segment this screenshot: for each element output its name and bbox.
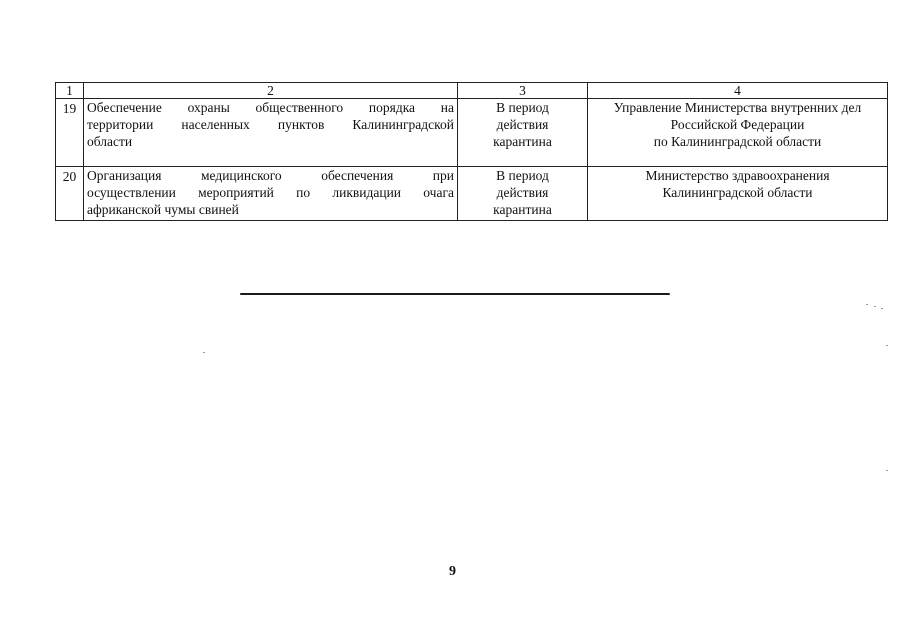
scan-speck bbox=[881, 308, 883, 309]
period-text-line: В период bbox=[496, 100, 549, 115]
responsible-text-line: Министерство здравоохранения bbox=[645, 168, 830, 183]
responsible-cell bbox=[588, 167, 888, 221]
period-cell bbox=[458, 167, 588, 221]
period-text-line: В период bbox=[496, 168, 549, 183]
column-header-period: 3 bbox=[458, 83, 588, 99]
task-text-line: территории населенных пунктов Калининградской bbox=[87, 117, 454, 132]
scan-speck bbox=[866, 304, 868, 305]
table-header-row bbox=[56, 83, 888, 99]
column-header-number: 1 bbox=[56, 83, 84, 99]
responsible-text-line: Российской Федерации bbox=[670, 117, 805, 132]
period-text-line: карантина bbox=[493, 202, 552, 217]
end-of-table-rule bbox=[240, 293, 670, 295]
task-text-line: осуществлении мероприятий по ликвидации очага bbox=[87, 185, 454, 200]
period-text-line: действия bbox=[496, 117, 549, 132]
responsible-text-line: Управление Министерства внутренних дел bbox=[613, 100, 862, 115]
period-cell bbox=[458, 99, 588, 167]
row-number: 19 bbox=[56, 99, 84, 167]
table-row bbox=[56, 99, 888, 167]
task-text-line: Организация медицинского обеспечения при bbox=[87, 168, 454, 183]
scan-speck bbox=[203, 352, 205, 353]
task-text-line: области bbox=[87, 134, 133, 149]
task-text-line: африканской чумы свиней bbox=[87, 202, 239, 217]
row-number: 20 bbox=[56, 167, 84, 221]
period-text-line: действия bbox=[496, 185, 549, 200]
scan-speck bbox=[886, 470, 888, 471]
responsible-text-line: по Калининградской области bbox=[653, 134, 822, 149]
page-number: 9 bbox=[449, 564, 456, 579]
responsible-cell bbox=[588, 99, 888, 167]
scan-speck bbox=[886, 345, 888, 346]
period-text-line: карантина bbox=[493, 134, 552, 149]
column-header-responsible: 4 bbox=[588, 83, 888, 99]
task-text-line: Обеспечение охраны общественного порядка на bbox=[87, 100, 454, 115]
measures-table bbox=[55, 82, 888, 221]
table-row bbox=[56, 167, 888, 221]
responsible-text-line: Калининградской области bbox=[662, 185, 813, 200]
task-cell bbox=[84, 167, 458, 221]
scan-speck bbox=[874, 306, 876, 307]
column-header-task: 2 bbox=[84, 83, 458, 99]
task-cell bbox=[84, 99, 458, 167]
